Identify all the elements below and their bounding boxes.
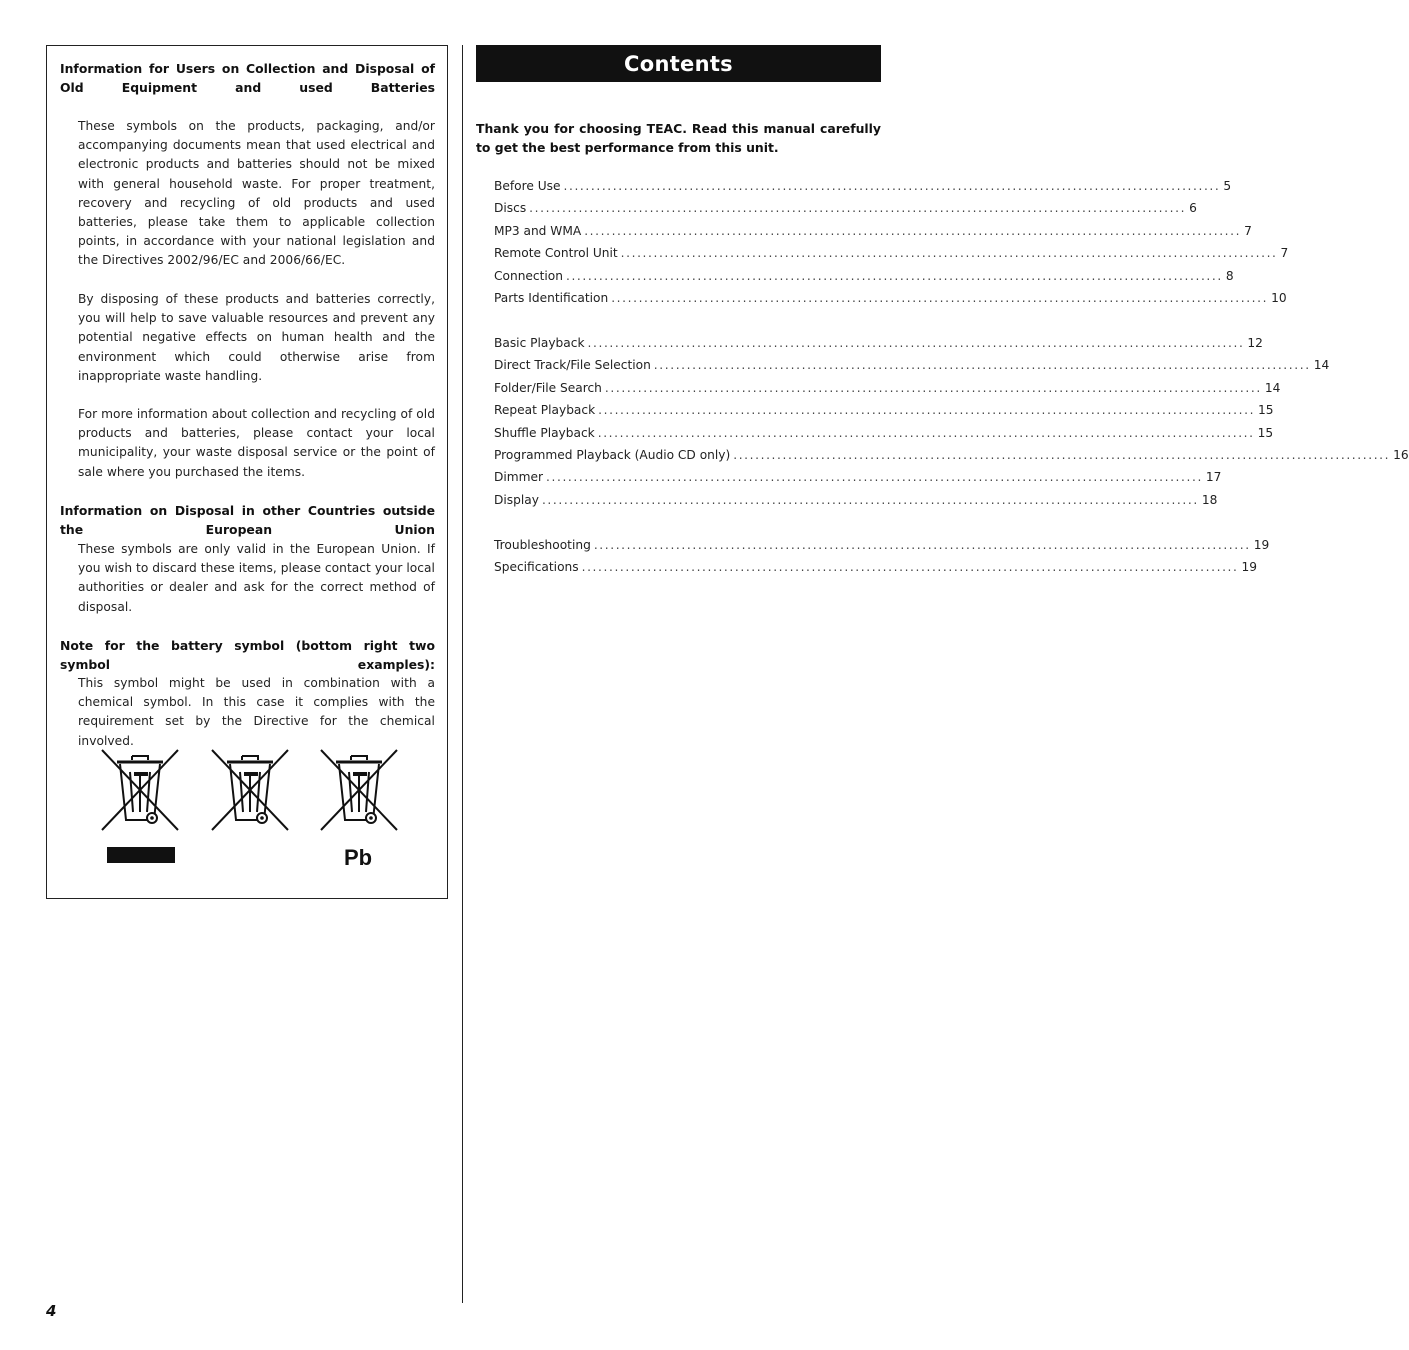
toc-entry (494, 246, 1289, 268)
toc-dot-leader: ........................................................................................................................ (584, 223, 1242, 238)
toc-dot-leader: ........................................................................................................................ (593, 538, 1251, 552)
toc-entry (494, 560, 1258, 582)
crossed-bin-icon (321, 750, 397, 830)
crossed-bin-icon (212, 750, 288, 830)
toc-entry-title: Connection (494, 268, 563, 283)
toc-entry-title: Programmed Playback (Audio CD only) (494, 447, 731, 462)
toc-dot-leader: ........................................................................................................................ (733, 447, 1391, 462)
toc-group-2 (494, 336, 1409, 515)
toc-entry-title: Parts Identification (494, 290, 609, 305)
toc-entry-title: Troubleshooting (494, 538, 591, 552)
disposal-paragraph-symbols: These symbols on the products, packaging, and/or accompanying documents mean that used electrical and electronic products and batteries should not be mixed with general household waste. For proper treatment, recovery and recycling of old products and used batteries, please take them to applicable collection points, in accordance with your national legislation and the Directives 2002/96/EC and 2006/66/EC. (78, 119, 435, 268)
page-number: 4 (46, 1302, 57, 1320)
disposal-heading-outside-eu: Information on Disposal in other Countries outside the European Union (60, 503, 435, 537)
toc-entry-page: 8 (1225, 268, 1234, 283)
contents-title: Contents (624, 51, 733, 76)
toc-entry-page: 17 (1205, 470, 1222, 485)
separate-collection-bar (107, 847, 175, 863)
toc-dot-leader: ........................................................................................................................ (620, 246, 1278, 261)
toc-entry (494, 290, 1287, 313)
toc-entry-page: 15 (1257, 425, 1274, 440)
toc-entry (494, 201, 1197, 223)
toc-dot-leader: ........................................................................................................................ (597, 425, 1255, 440)
toc-entry-title: Folder/File Search (494, 380, 602, 395)
toc-entry-page: 16 (1393, 447, 1409, 462)
toc-entry-title: Repeat Playback (494, 403, 596, 418)
disposal-paragraph-benefits: By disposing of these products and batteries correctly, you will help to save valuable resources and prevent any potential negative effects on human health and the environment which could otherwise arise from inappropriate waste handling. (78, 292, 435, 383)
toc-dot-leader: ........................................................................................................................ (587, 336, 1245, 350)
toc-entry-page: 19 (1241, 560, 1258, 575)
battery-symbol-heading: Note for the battery symbol (bottom right two symbol examples): (60, 638, 435, 672)
toc-entry (494, 538, 1270, 560)
toc-entry (494, 403, 1274, 425)
toc-dot-leader: ........................................................................................................................ (565, 268, 1223, 283)
toc-entry-page: 14 (1264, 380, 1281, 395)
toc-dot-leader: ........................................................................................................................ (546, 470, 1203, 485)
toc-entry-title: Specifications (494, 560, 579, 575)
toc-dot-leader: ........................................................................................................................ (581, 560, 1239, 575)
toc-entry-title: Direct Track/File Selection (494, 358, 651, 373)
battery-symbol-paragraph: This symbol might be used in combination with a chemical symbol. In this case it complies with the requirement set by the Directive for the chemical involved. (78, 676, 435, 748)
toc-entry-title: Discs (494, 201, 527, 216)
toc-entry (494, 447, 1409, 470)
toc-entry (494, 268, 1234, 291)
toc-entry-title: Basic Playback (494, 336, 585, 350)
toc-dot-leader: ........................................................................................................................ (529, 201, 1187, 216)
toc-entry (494, 470, 1222, 492)
toc-dot-leader: ........................................................................................................................ (541, 492, 1199, 507)
disposal-paragraph-more-info: For more information about collection and recycling of old products and batteries, please contact your local municipality, your waste disposal service or the point of sale where you purchased the items. (78, 407, 435, 479)
toc-group-1 (494, 179, 1289, 313)
toc-entry (494, 492, 1218, 515)
toc-entry-page: 15 (1258, 403, 1274, 418)
toc-entry-title: Before Use (494, 179, 561, 193)
toc-entry (494, 380, 1281, 403)
disposal-heading-eu: Information for Users on Collection and Disposal of Old Equipment and used Batteries (60, 61, 435, 95)
toc-entry (494, 358, 1330, 380)
toc-dot-leader: ........................................................................................................................ (653, 358, 1311, 373)
toc-entry-title: MP3 and WMA (494, 223, 582, 238)
toc-entry-page: 14 (1313, 358, 1330, 373)
toc-entry-page: 6 (1189, 201, 1197, 216)
toc-entry-title: Remote Control Unit (494, 246, 618, 261)
toc-entry (494, 336, 1263, 358)
toc-entry-title: Shuffle Playback (494, 425, 595, 440)
chemical-symbol-label: Pb (344, 845, 373, 870)
toc-entry-title: Dimmer (494, 470, 544, 485)
toc-entry-page: 5 (1223, 179, 1232, 193)
toc-entry-page: 18 (1201, 492, 1218, 507)
toc-entry (494, 179, 1232, 201)
toc-entry (494, 223, 1252, 246)
toc-entry-page: 12 (1247, 336, 1263, 350)
toc-entry-page: 7 (1280, 246, 1289, 261)
disposal-paragraph-outside-eu: These symbols are only valid in the European Union. If you wish to discard these items, please contact your local authorities or dealer and ask for the correct method of disposal. (78, 542, 435, 614)
toc-entry-page: 19 (1253, 538, 1270, 552)
disposal-info-box (46, 45, 448, 899)
toc-dot-leader: ........................................................................................................................ (598, 403, 1256, 418)
toc-group-3 (494, 538, 1270, 583)
toc-entry-page: 7 (1244, 223, 1252, 238)
toc-entry-title: Display (494, 492, 539, 507)
toc-dot-leader: ........................................................................................................................ (604, 380, 1262, 395)
contents-title-bar (476, 45, 881, 82)
toc-dot-leader: ........................................................................................................................ (563, 179, 1221, 193)
weee-symbols (102, 750, 402, 875)
column-divider (462, 45, 463, 1303)
toc-dot-leader: ........................................................................................................................ (611, 290, 1269, 305)
contents-intro: Thank you for choosing TEAC. Read this manual carefully to get the best performance from this unit. (476, 121, 881, 155)
toc-entry (494, 425, 1274, 448)
toc-entry-page: 10 (1271, 290, 1287, 305)
crossed-bin-icon (102, 750, 178, 830)
